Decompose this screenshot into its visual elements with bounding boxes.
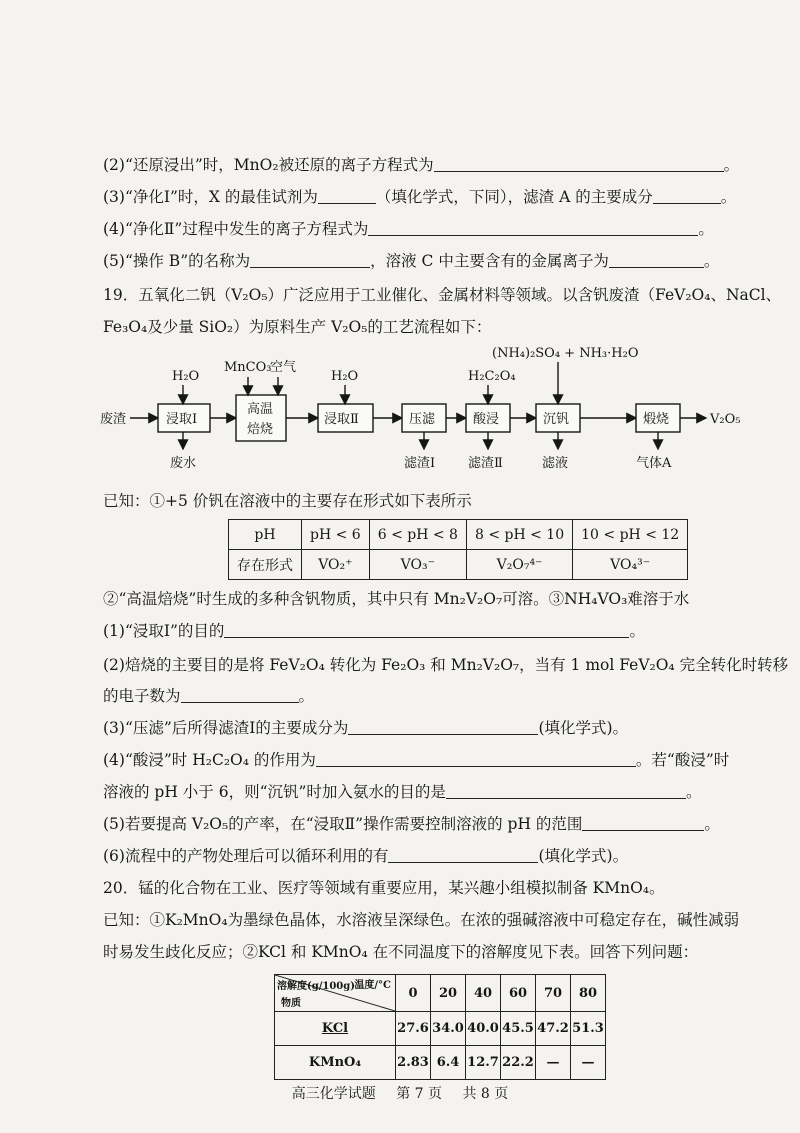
table-cell: 47.2: [536, 1012, 571, 1046]
table-cell: 40: [466, 975, 501, 1012]
answer-blank[interactable]: [250, 252, 370, 268]
table-row: [275, 1012, 606, 1046]
answer-blank[interactable]: [582, 815, 704, 831]
table-cell: 2.83: [396, 1046, 431, 1080]
q19-known2: ②“高温焙烧”时生成的多种含钒物质，其中只有 Mn₂V₂O₇可溶。③NH₄VO₃难溶于水: [103, 590, 690, 608]
q19-part4-line1: (4)“酸浸”时 H₂C₂O₄ 的作用为 。若“酸浸”时: [103, 751, 730, 769]
flow-step-calcine: 煅烧: [643, 412, 670, 427]
table-cell: KCl: [275, 1012, 396, 1046]
q20-intro: 20．锰的化合物在工业、医疗等领域有重要应用，某兴趣小组模拟制备 KMnO₄。: [103, 879, 665, 897]
table-cell: pH: [229, 520, 302, 550]
table-cell: V₂O₇⁴⁻: [466, 550, 572, 580]
q18-part5: (5)“操作 B”的名称为 ，溶液 C 中主要含有的金属离子为 。: [103, 252, 720, 270]
table-cell: 10 < pH < 12: [573, 520, 688, 550]
q18-part4: (4)“净化Ⅱ”过程中发生的离子方程式为 。: [103, 220, 714, 238]
answer-blank[interactable]: [368, 220, 698, 236]
flow-input-water1: H₂O: [172, 369, 200, 384]
flow-product: V₂O₅: [710, 412, 741, 427]
q18-part3: (3)“净化Ⅰ”时，X 的最佳试剂为 （填化学式，下同），滤渣 A 的主要成分 。: [103, 188, 737, 206]
table-cell: 22.2: [501, 1046, 536, 1080]
q19-part3: (3)“压滤”后所得滤渣Ⅰ的主要成分为 (填化学式)。: [103, 719, 629, 737]
footer-title: 高三化学试题: [291, 1086, 376, 1102]
table-cell: 6.4: [431, 1046, 466, 1080]
table-cell: 8 < pH < 10: [466, 520, 572, 550]
flow-output-filtrate: 滤液: [542, 456, 569, 471]
answer-blank[interactable]: [388, 847, 538, 863]
table-cell: 6 < pH < 8: [369, 520, 466, 550]
flow-input-oxalic: H₂C₂O₄: [468, 369, 516, 384]
footer-page-number: 第 7 页: [396, 1086, 442, 1102]
answer-blank[interactable]: [348, 719, 538, 735]
vanadium-species-table: [228, 519, 688, 580]
q19-part5: (5)若要提高 V₂O₅的产率，在“浸取Ⅱ”操作需要控制溶液的 pH 的范围 。: [103, 815, 720, 833]
table-cell: VO₄³⁻: [573, 550, 688, 580]
flow-start-label: 废渣: [100, 412, 127, 427]
answer-blank[interactable]: [318, 188, 376, 204]
q19-part2-line2: 的电子数为 。: [103, 687, 315, 705]
q19-part1: (1)“浸取Ⅰ”的目的 。: [103, 622, 645, 640]
flow-step-precipitate: 沉钒: [543, 412, 570, 427]
table-row: [229, 550, 688, 580]
flow-step-press-filter: 压滤: [409, 412, 436, 427]
q19-intro-line1: 19．五氧化二钒（V₂O₅）广泛应用于工业催化、金属材料等领域。以含钒废渣（FeV₂O₄、NaCl、: [103, 286, 782, 304]
flow-output-gas-a: 气体A: [636, 456, 672, 471]
answer-blank[interactable]: [446, 783, 686, 799]
table-cell: VO₂⁺: [302, 550, 370, 580]
table-cell: 0: [396, 975, 431, 1012]
table-row: [229, 520, 688, 550]
answer-blank[interactable]: [316, 751, 636, 767]
table-cell: 12.7: [466, 1046, 501, 1080]
table-row: [275, 1046, 606, 1080]
flow-input-mnco3: MnCO₃: [224, 360, 272, 375]
answer-blank[interactable]: [181, 687, 299, 703]
table-cell: —: [571, 1046, 606, 1080]
table-cell: 34.0: [431, 1012, 466, 1046]
q19-intro-line2: Fe₃O₄及少量 SiO₂）为原料生产 V₂O₅的工艺流程如下：: [103, 318, 492, 336]
q19-part6: (6)流程中的产物处理后可以循环利用的有 (填化学式)。: [103, 847, 629, 865]
flow-input-air: 空气: [270, 360, 297, 375]
answer-blank[interactable]: [224, 622, 629, 638]
table-cell: 20: [431, 975, 466, 1012]
table-cell: 60: [501, 975, 536, 1012]
flow-step-leach1: 浸取Ⅰ: [166, 412, 198, 427]
table-cell: 51.3: [571, 1012, 606, 1046]
footer-total-pages: 共 8 页: [462, 1086, 509, 1102]
flow-output-residue1: 滤渣Ⅰ: [404, 456, 436, 471]
flow-input-ammonium: (NH₄)₂SO₄ + NH₃·H₂O: [492, 346, 639, 361]
table-corner-cell: 溶解度(g/100g) 温度/°C 物质: [275, 975, 396, 1012]
flow-step-roast-1: 高温: [247, 402, 274, 417]
flow-step-leach2: 浸取Ⅱ: [324, 412, 359, 427]
q19-part4-line2: 溶液的 pH 小于 6，则“沉钒”时加入氨水的目的是 。: [103, 783, 702, 801]
q19-known1: 已知：①+5 价钒在溶液中的主要存在形式如下表所示: [103, 492, 472, 510]
page-footer: [0, 1083, 800, 1103]
q19-part2-line1: (2)焙烧的主要目的是将 FeV₂O₄ 转化为 Fe₂O₃ 和 Mn₂V₂O₇，当有 1 mol FeV₂O₄ 完全转化时转移: [103, 656, 789, 674]
table-row: [275, 975, 606, 1012]
table-cell: 45.5: [501, 1012, 536, 1046]
q18-part2: (2)“还原浸出”时，MnO₂被还原的离子方程式为 。: [103, 156, 740, 174]
process-flow-diagram: [100, 345, 780, 475]
table-cell: KMnO₄: [275, 1046, 396, 1080]
table-cell: 27.6: [396, 1012, 431, 1046]
table-cell: —: [536, 1046, 571, 1080]
flow-step-roast-2: 焙烧: [247, 422, 274, 437]
table-cell: 70: [536, 975, 571, 1012]
answer-blank[interactable]: [653, 188, 721, 204]
q20-known2: 时易发生歧化反应；②KCl 和 KMnO₄ 在不同温度下的溶解度见下表。回答下列问题：: [103, 943, 699, 961]
solubility-table: [274, 974, 606, 1080]
table-cell: VO₃⁻: [369, 550, 466, 580]
flow-step-acid-leach: 酸浸: [473, 412, 500, 427]
answer-blank[interactable]: [609, 252, 704, 268]
q20-known1: 已知：①K₂MnO₄为墨绿色晶体，水溶液呈深绿色。在浓的强碱溶液中可稳定存在，碱性减弱: [103, 911, 740, 929]
table-cell: 40.0: [466, 1012, 501, 1046]
flow-output-residue2: 滤渣Ⅱ: [468, 456, 503, 471]
answer-blank[interactable]: [434, 156, 724, 172]
flow-output-wastewater: 废水: [170, 456, 197, 471]
table-cell: 存在形式: [229, 550, 302, 580]
flow-input-water2: H₂O: [331, 369, 359, 384]
table-cell: pH < 6: [302, 520, 370, 550]
table-cell: 80: [571, 975, 606, 1012]
